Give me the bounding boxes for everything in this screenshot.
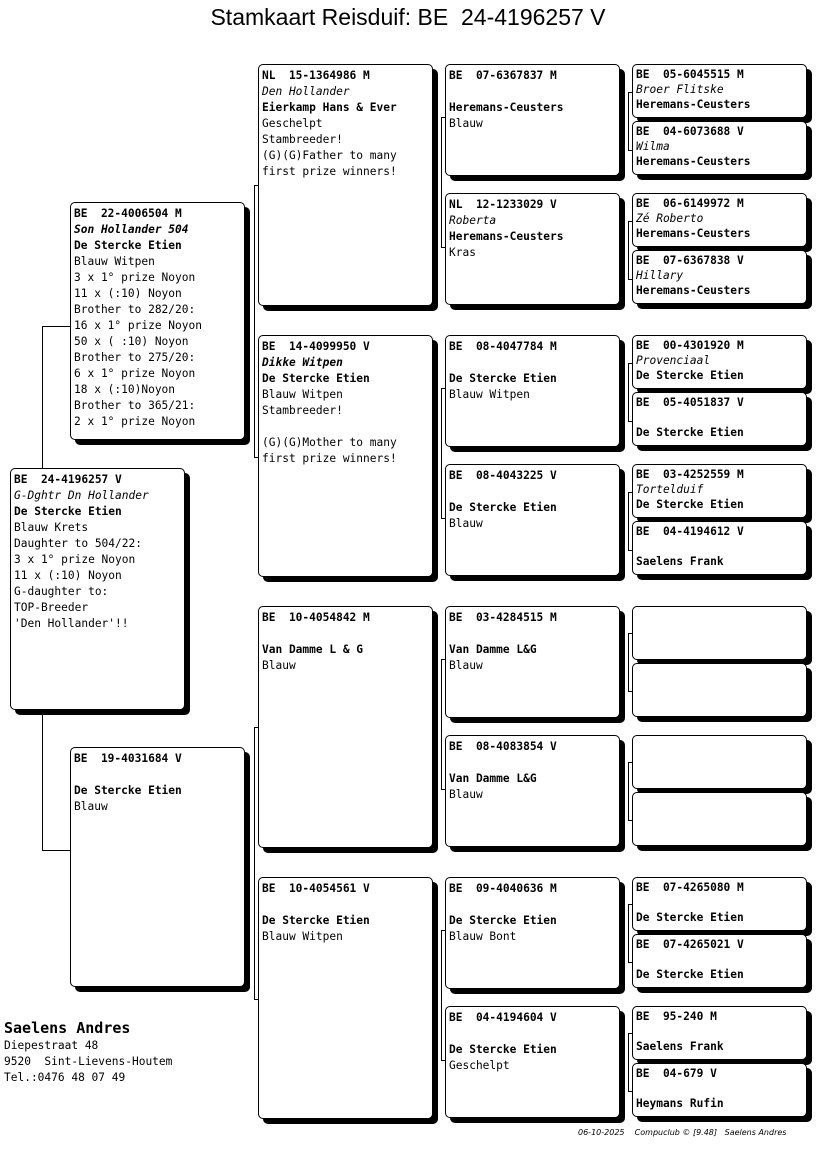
breeder-name: Saelens Frank: [636, 1040, 724, 1053]
pigeon-name: Hillary: [636, 269, 684, 282]
pigeon-name: G-Dghtr Dn Hollander: [14, 489, 149, 502]
pigeon-info-line: Daughter to 504/22:: [14, 537, 142, 550]
owner-name: Saelens Andres: [4, 1019, 131, 1037]
ring-number: BE 04-4194604 V: [449, 1011, 557, 1024]
pigeon-info-line: 2 x 1° prize Noyon: [74, 415, 196, 428]
ring-number: BE 07-4265021 V: [636, 938, 744, 951]
page-title: Stamkaart Reisduif: BE 24-4196257 V: [210, 4, 606, 30]
breeder-name: Van Damme L & G: [262, 643, 364, 656]
breeder-name: De Stercke Etien: [262, 914, 370, 927]
pigeon-name: [636, 952, 803, 967]
ring-number: BE 19-4031684 V: [74, 752, 182, 765]
ring-number: NL 12-1233029 V: [449, 198, 557, 211]
breeder-name: De Stercke Etien: [636, 911, 744, 924]
pigeon-info-line: (G)(G)Mother to many: [262, 436, 397, 449]
pigeon-info-line: G-daughter to:: [14, 585, 109, 598]
pigeon-card-gen4[interactable]: [445, 335, 620, 447]
pigeon-info-line: first prize winners!: [262, 165, 397, 178]
ring-number: BE 95-240 M: [636, 1010, 717, 1023]
ring-number: BE 09-4040636 M: [449, 882, 557, 895]
pigeon-info-line: 'Den Hollander'!!: [14, 617, 129, 630]
breeder-name: De Stercke Etien: [74, 239, 182, 252]
pigeon-card-gen5[interactable]: [632, 121, 807, 175]
pigeon-card-gen5-empty[interactable]: [632, 735, 807, 789]
ring-number: BE 22-4006504 M: [74, 207, 182, 220]
ring-number: BE 05-6045515 M: [636, 68, 744, 81]
ring-number: BE 04-6073688 V: [636, 125, 744, 138]
pigeon-card-gen5[interactable]: [632, 250, 807, 304]
breeder-name: Heremans-Ceusters: [636, 155, 751, 168]
pigeon-card-gen4[interactable]: [445, 64, 620, 176]
breeder-name: De Stercke Etien: [636, 369, 744, 382]
breeder-name: Heremans-Ceusters: [636, 98, 751, 111]
pigeon-name: [636, 410, 803, 425]
ring-number: BE 06-6149972 M: [636, 197, 744, 210]
pigeon-name: Den Hollander: [262, 85, 350, 98]
pigeon-name: Broer Flitske: [636, 83, 724, 96]
pigeon-name: Tortelduif: [636, 483, 704, 496]
pigeon-card-gen5[interactable]: [632, 521, 807, 575]
pigeon-name: Provenciaal: [636, 354, 711, 367]
ring-number: BE 03-4284515 M: [449, 611, 557, 624]
pigeon-info-line: Blauw: [449, 117, 483, 130]
pigeon-name: [262, 626, 429, 642]
pigeon-info-line: Blauw Witpen: [74, 255, 155, 268]
breeder-name: Van Damme L&G: [449, 643, 537, 656]
pigeon-name: [449, 355, 616, 371]
pigeon-name: [449, 755, 616, 771]
pigeon-name: [262, 897, 429, 913]
pigeon-info-line: 18 x (:10)Noyon: [74, 383, 176, 396]
pigeon-info-line: 11 x (:10) Noyon: [74, 287, 182, 300]
ring-number: BE 07-6367837 M: [449, 69, 557, 82]
breeder-name: Eierkamp Hans & Ever: [262, 101, 397, 114]
pigeon-name: Roberta: [449, 214, 497, 227]
pigeon-card-gen4[interactable]: [445, 877, 620, 989]
pigeon-info-line: Blauw Witpen: [262, 388, 343, 401]
pigeon-name: [449, 84, 616, 100]
pigeon-name: [636, 539, 803, 554]
pigeon-card-grandsire-maternal[interactable]: [258, 606, 433, 848]
owner-city: 9520 Sint-Lievens-Houtem: [4, 1055, 173, 1068]
pigeon-info-line: Stambreeder!: [262, 133, 343, 146]
pigeon-info-line: Blauw: [449, 788, 483, 801]
pigeon-card-dam[interactable]: [70, 747, 245, 987]
breeder-name: De Stercke Etien: [636, 426, 744, 439]
breeder-name: Heymans Rufin: [636, 1097, 724, 1110]
breeder-name: De Stercke Etien: [262, 372, 370, 385]
pigeon-card-gen4[interactable]: [445, 193, 620, 305]
ring-number: BE 04-679 V: [636, 1067, 717, 1080]
pigeon-name: Dikke Witpen: [262, 356, 343, 369]
breeder-name: De Stercke Etien: [74, 784, 182, 797]
pigeon-card-gen5-empty[interactable]: [632, 792, 807, 846]
breeder-name: De Stercke Etien: [14, 505, 122, 518]
breeder-name: De Stercke Etien: [636, 498, 744, 511]
breeder-name: Heremans-Ceusters: [449, 101, 564, 114]
breeder-name: De Stercke Etien: [449, 501, 557, 514]
pigeon-info-line: Blauw: [262, 659, 296, 672]
pigeon-card-sire[interactable]: [70, 202, 245, 440]
pigeon-info-line: Blauw Krets: [14, 521, 89, 534]
breeder-name: Van Damme L&G: [449, 772, 537, 785]
breeder-name: De Stercke Etien: [636, 968, 744, 981]
ring-number: BE 00-4301920 M: [636, 339, 744, 352]
pigeon-card-gen5[interactable]: [632, 392, 807, 446]
pigeon-card-gen4[interactable]: [445, 1006, 620, 1118]
pigeon-info-line: 11 x (:10) Noyon: [14, 569, 122, 582]
connector-line: [42, 710, 71, 851]
pigeon-info-line: 3 x 1° prize Noyon: [14, 553, 136, 566]
owner-street: Diepestraat 48: [4, 1039, 99, 1052]
ring-number: BE 10-4054842 M: [262, 611, 370, 624]
pigeon-card-gen5[interactable]: [632, 335, 807, 389]
ring-number: BE 24-4196257 V: [14, 473, 122, 486]
pigeon-info-line: Stambreeder!: [262, 404, 343, 417]
pigeon-card-gen4[interactable]: [445, 606, 620, 718]
pigeon-card-gen5[interactable]: [632, 464, 807, 518]
pigeon-name: [449, 484, 616, 500]
pigeon-info-line: Brother to 282/20:: [74, 303, 196, 316]
pigeon-info-line: 50 x ( :10) Noyon: [74, 335, 189, 348]
pigeon-info-line: 6 x 1° prize Noyon: [74, 367, 196, 380]
pigeon-info-line: Blauw: [449, 659, 483, 672]
pigeon-info-line: Geschelpt: [449, 1059, 510, 1072]
ring-number: BE 03-4252559 M: [636, 468, 744, 481]
pigeon-name: [636, 1081, 803, 1096]
pigeon-card-gen5[interactable]: [632, 64, 807, 118]
pigeon-card-gen4[interactable]: [445, 464, 620, 576]
pigeon-name: Wilma: [636, 140, 670, 153]
pigeon-name: Son Hollander 504: [74, 223, 189, 236]
pigeon-info-line: Blauw: [449, 517, 483, 530]
breeder-name: De Stercke Etien: [449, 914, 557, 927]
pigeon-card-gen5-empty[interactable]: [632, 606, 807, 660]
pigeon-card-gen4[interactable]: [445, 735, 620, 847]
ring-number: BE 07-4265080 M: [636, 881, 744, 894]
ring-number: BE 04-4194612 V: [636, 525, 744, 538]
ring-number: BE 14-4099950 V: [262, 340, 370, 353]
pigeon-name: [636, 1024, 803, 1039]
connector-line: [42, 326, 71, 469]
pigeon-info-line: Blauw Witpen: [449, 388, 530, 401]
pigeon-card-grandsire-paternal[interactable]: [258, 64, 433, 306]
pigeon-info-line: Brother to 365/21:: [74, 399, 196, 412]
footer-text: 06-10-2025 Compuclub © [9.48] Saelens Andres: [578, 1128, 787, 1137]
pigeon-info-line: Brother to 275/20:: [74, 351, 196, 364]
breeder-name: De Stercke Etien: [449, 372, 557, 385]
pigeon-name: [449, 1026, 616, 1042]
pigeon-card-gen5[interactable]: [632, 1006, 807, 1060]
ring-number: BE 08-4083854 V: [449, 740, 557, 753]
pigeon-info-line: TOP-Breeder: [14, 601, 89, 614]
pigeon-card-gen5[interactable]: [632, 1063, 807, 1117]
pigeon-card-gen5[interactable]: [632, 877, 807, 931]
pigeon-name: [449, 897, 616, 913]
breeder-name: Heremans-Ceusters: [449, 230, 564, 243]
breeder-name: De Stercke Etien: [449, 1043, 557, 1056]
owner-phone: Tel.:0476 48 07 49: [4, 1071, 126, 1084]
pigeon-info-line: (G)(G)Father to many: [262, 149, 397, 162]
pigeon-info-line: Geschelpt: [262, 117, 323, 130]
ring-number: BE 08-4043225 V: [449, 469, 557, 482]
ring-number: BE 07-6367838 V: [636, 254, 744, 267]
pigeon-card-gen5[interactable]: [632, 193, 807, 247]
pigeon-info-line: Blauw Bont: [449, 930, 517, 943]
breeder-name: Heremans-Ceusters: [636, 227, 751, 240]
pigeon-info-line: 3 x 1° prize Noyon: [74, 271, 196, 284]
pigeon-card-granddam-paternal[interactable]: [258, 335, 433, 577]
ring-number: NL 15-1364986 M: [262, 69, 370, 82]
pigeon-card-granddam-maternal[interactable]: [258, 877, 433, 1119]
pigeon-name: [636, 895, 803, 910]
pigeon-info-line: first prize winners!: [262, 452, 397, 465]
ring-number: BE 08-4047784 M: [449, 340, 557, 353]
pigeon-info-line: [262, 419, 429, 435]
pigeon-name: Zé Roberto: [636, 212, 704, 225]
ring-number: BE 05-4051837 V: [636, 396, 744, 409]
ring-number: BE 10-4054561 V: [262, 882, 370, 895]
pigeon-info-line: Blauw: [74, 800, 108, 813]
pigeon-name: [74, 767, 241, 783]
pigeon-info-line: 16 x 1° prize Noyon: [74, 319, 202, 332]
pigeon-card-subject[interactable]: [10, 468, 185, 710]
owner-block: [4, 1018, 172, 1086]
pigeon-info-line: Blauw Witpen: [262, 930, 343, 943]
pigeon-info-line: Kras: [449, 246, 476, 259]
pigeon-name: [449, 626, 616, 642]
pigeon-card-gen5-empty[interactable]: [632, 663, 807, 717]
breeder-name: Heremans-Ceusters: [636, 284, 751, 297]
breeder-name: Saelens Frank: [636, 555, 724, 568]
pigeon-card-gen5[interactable]: [632, 934, 807, 988]
